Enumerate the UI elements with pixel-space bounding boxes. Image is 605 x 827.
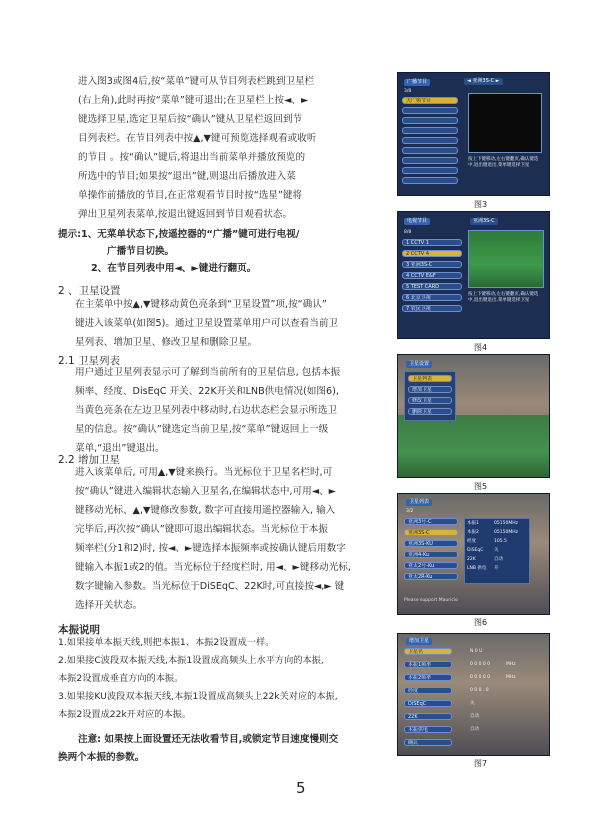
section-2-1-line: 菜单,“退出”键退出。 — [75, 443, 165, 454]
section-2-1-line: 频率、经度、DisEqC 开关、22K开关和LNB供电情况(如图6), — [75, 386, 339, 397]
benzhen-line: 本振2设置成垂直方向的本振。 — [58, 673, 184, 684]
fig6-bottom-text: Please support Mauricio — [404, 598, 458, 603]
fig7-label: DiSEqC — [404, 700, 452, 707]
fig4-item: 2 CCTV 4 — [402, 250, 462, 257]
fig3-item: 天广频节目 — [402, 97, 458, 104]
benzhen-title: 本振说明 — [58, 624, 100, 636]
fig6-detail-value: 自动 — [494, 557, 503, 562]
intro-line: 的节目 。按“确认”键后,将退出当前菜单并播放预览的 — [78, 152, 306, 163]
intro-line: 弹出卫星列表菜单,按退出键返回到节目观看状态。 — [78, 209, 293, 220]
fig4-item: 7 农民卫视 — [402, 305, 462, 312]
fig6-item: 亚洲3S-C — [404, 529, 458, 536]
figure-6-screenshot — [397, 493, 550, 615]
fig3-item — [402, 127, 458, 134]
fig3-count: 3/8 — [404, 89, 412, 94]
fig6-detail-value: 关 — [494, 548, 499, 553]
fig7-confirm-button: 确认 — [404, 739, 452, 746]
fig5-title: 卫星设置 — [406, 361, 432, 368]
benzhen-note: 换两个本振的参数。 — [58, 752, 145, 763]
section-2-title: 2 、卫星设置 — [58, 285, 121, 297]
fig6-detail-label: LNB 供电 — [467, 566, 487, 571]
fig4-help: 按上下键移动,左右键翻页,确认键选中,退出键退出,菜单键选择卫星 — [468, 292, 539, 303]
benzhen-line: 本振2设置成22k开对应的本振。 — [58, 709, 192, 720]
fig7-title: 增加卫星 — [406, 638, 432, 645]
fig5-item: 卫星列表 — [408, 375, 452, 382]
benzhen-note: 注意: 如果按上面设置还无法收看节目,或锁定节目速度慢则交 — [78, 734, 339, 745]
fig7-label: 本振2频率 — [404, 674, 452, 681]
fig4-title: 电视节目 — [404, 218, 430, 225]
fig4-preview-window — [468, 230, 544, 288]
fig5-item: 删除卫星 — [408, 408, 452, 415]
section-2-1-line: 当黄色亮条在左边卫星列表中移动时,右边状态栏会显示所选卫 — [75, 405, 338, 416]
section-2-2-line: 按“确认”键进入编辑状态输入卫星名,在编辑状态中,可用◄、► — [75, 486, 337, 497]
fig3-help: 按上下键移动,左右键翻页,确认键选中,退出键退出,菜单键选择卫星 — [468, 157, 539, 168]
section-2-2-line: 键输入本振1或2的值。当光标位于经度栏时, 用◄、►键移动光标, — [75, 562, 351, 573]
fig7-unit: MHz — [506, 675, 516, 680]
figure-6-caption: 图6 — [474, 618, 488, 627]
fig6-detail-label: 本振2 — [467, 530, 479, 535]
tip-line-2: 2、在节目列表中用◄、►键进行翻页。 — [91, 263, 257, 274]
intro-line: 目列表栏。在节目列表中按▲,▼键可预览选择观看或收听 — [78, 133, 317, 144]
benzhen-line: 1.如果接单本振天线,则把本振1、本振2设置成一样。 — [58, 637, 275, 648]
fig5-item: 增加卫星 — [408, 386, 452, 393]
section-2-1-line: 星的信息。按“确认”键选定当前卫星,按“菜单”键返回上一级 — [75, 424, 329, 435]
fig7-value: 自动 — [470, 727, 479, 732]
benzhen-line: 2.如果接C波段双本振天线,本振1设置成高频头上水平方向的本振, — [58, 655, 324, 666]
fig6-item: 亚太2R-Ku — [404, 573, 458, 580]
fig7-value: 0 0 0 . 0 — [470, 688, 489, 693]
fig3-item — [402, 157, 458, 164]
fig6-item: 亚洲4-Ku — [404, 551, 458, 558]
fig3-item — [402, 167, 458, 174]
fig4-count: 8/8 — [404, 230, 412, 235]
fig7-unit: MHz — [506, 662, 516, 667]
fig6-count: 3/2 — [406, 509, 414, 514]
intro-line: 所选中的节目;如果按“退出”键,则退出后播放进入菜 — [78, 171, 296, 182]
section-2-1-line: 用户通过卫星列表显示可了解到当前所有的卫星信息, 包括本振 — [75, 367, 341, 378]
fig3-item — [402, 107, 458, 114]
section-2-line: 星列表、增加卫星、修改卫星和删除卫星。 — [75, 337, 258, 348]
fig5-background — [398, 415, 549, 477]
fig6-detail-label: 22K — [467, 557, 476, 562]
intro-line: 单操作前播放的节目,在正常观看节目时按“选星”键将 — [78, 190, 303, 201]
figure-5-screenshot — [397, 354, 550, 478]
fig7-label: 22K — [404, 713, 452, 720]
fig7-value: 0 0 0 0 0 — [470, 662, 491, 667]
fig5-item: 修改卫星 — [408, 397, 452, 404]
section-2-1-title: 2.1 卫星列表 — [58, 355, 121, 367]
fig6-detail-label: 经度 — [467, 539, 476, 544]
figure-4-caption: 图4 — [474, 343, 488, 352]
fig6-item: 亚太2号-Ku — [404, 562, 458, 569]
fig7-label: 本振1频率 — [404, 661, 452, 668]
fig4-satellite: 亚洲3S-C — [470, 218, 498, 225]
intro-line: 进入图3或图4后,按“菜单”键可从节目列表栏跳到卫星栏 — [78, 76, 315, 87]
fig3-preview-window — [468, 93, 542, 153]
fig4-item: 4 CCTV E&F — [402, 272, 462, 279]
fig3-satellite: ◄ 亚洲3S-C ► — [464, 78, 503, 85]
section-2-2-line: 完毕后,再次按“确认”键即可退出编辑状态。当光标位于本振 — [75, 524, 328, 535]
figure-3-screenshot — [397, 72, 550, 196]
fig3-item — [402, 177, 458, 184]
fig7-label: 本振供电 — [404, 726, 452, 733]
fig6-detail-value: 开 — [494, 566, 499, 571]
fig7-label: 卫星名 — [404, 648, 452, 655]
figure-7-caption: 图7 — [474, 759, 488, 768]
fig6-detail-value: 105.5 — [494, 539, 507, 544]
tip-line-1b: 广播节目切换。 — [107, 246, 175, 257]
figure-7-screenshot — [397, 633, 550, 756]
fig6-detail-label: DiSEqC — [467, 548, 484, 553]
fig6-title: 卫星列表 — [406, 499, 432, 506]
section-2-2-title: 2.2 增加卫星 — [58, 454, 121, 466]
section-2-2-line: 频率栏(分1和2)时, 按◄、►键选择本振频率或按确认键后用数字 — [75, 543, 346, 554]
fig7-value: 自动 — [470, 714, 479, 719]
fig3-item — [402, 147, 458, 154]
fig6-item: 亚洲3号-C — [404, 518, 458, 525]
fig3-item — [402, 117, 458, 124]
tip-line-1: 提示:1、无菜单状态下,按遥控器的“广播”键可进行电视/ — [58, 229, 300, 240]
fig6-detail-label: 本振1 — [467, 521, 479, 526]
intro-line: (右上角),此时再按“菜单”键可退出;在卫星栏上按◄、► — [78, 95, 309, 106]
section-2-2-line: 键移动光标、▲,▼键修改参数, 数字可直接用遥控器输入, 输入 — [75, 505, 336, 516]
fig6-item: 亚洲3S-KU — [404, 540, 458, 547]
section-2-2-line: 选择开关状态。 — [75, 600, 143, 611]
section-2-2-line: 进入该菜单后, 可用▲,▼键来换行。当光标位于卫星名栏时,可 — [75, 467, 333, 478]
fig3-item — [402, 137, 458, 144]
section-2-line: 键进入该菜单(如图5)。通过卫星设置菜单用户可以查看当前卫 — [75, 318, 339, 329]
fig6-detail-value: 05150MHz — [494, 521, 518, 526]
fig4-item: 1 CCTV 1 — [402, 239, 462, 246]
figure-4-screenshot — [397, 211, 550, 339]
fig6-detail-value: 05150MHz — [494, 530, 518, 535]
fig4-item: 6 北京卫视 — [402, 294, 462, 301]
fig7-value: 关 — [470, 701, 475, 706]
section-2-2-line: 数字键输入参数。当光标位于DiSEqC、22K时,可直接按◄,► 键 — [75, 581, 345, 592]
fig4-item: 5 TEST CARD — [402, 283, 462, 290]
fig4-item: 3 亚洲3S-C — [402, 261, 462, 268]
intro-line: 键选择卫星,选定卫星后按“确认”键从卫星栏返回到节 — [78, 114, 303, 125]
fig7-value: 0 0 0 0 0 — [470, 675, 491, 680]
fig7-value: N 0 U — [470, 649, 483, 654]
fig7-label: 经度 — [404, 687, 452, 694]
section-2-line: 在主菜单中按▲,▼键移动黄色亮条到“卫星设置”项,按“确认” — [75, 299, 327, 310]
fig3-title: 广播节目 — [404, 79, 430, 86]
figure-3-caption: 图3 — [474, 200, 488, 209]
page-number: 5 — [296, 779, 306, 797]
figure-5-caption: 图5 — [474, 482, 488, 491]
benzhen-line: 3.如果接KU波段双本振天线,本振1设置成高频头上22k关对应的本振, — [58, 691, 338, 702]
